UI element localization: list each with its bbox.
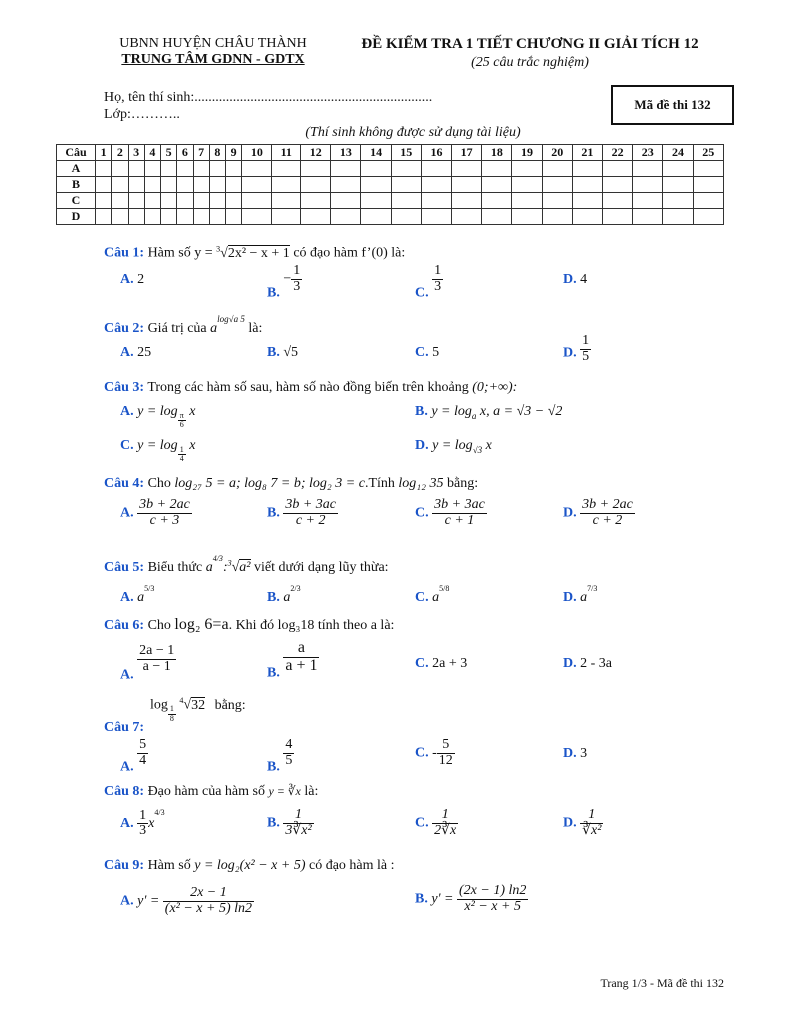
question-label: Câu 9: [104,858,145,873]
function-expr: y = log₂(x² − x + 5) [194,858,306,873]
grid-num: 22 [602,145,632,161]
grid-cell[interactable] [391,209,421,225]
grid-cell[interactable] [542,193,572,209]
exam-title: ĐỀ KIỂM TRA 1 TIẾT CHƯƠNG II GIẢI TÍCH 12 [361,36,699,52]
q3-option-a[interactable]: A. y = log $\frac{\pi}{6}$ x [120,404,196,429]
question-label: Câu 4: [104,476,145,491]
q8-option-d[interactable]: D. $\frac{1}{\text{∛x²}}$ [563,807,602,838]
q6-option-d[interactable]: D. 2 - 3a [563,656,613,671]
grid-cell[interactable] [272,177,301,193]
grid-cell[interactable] [209,161,225,177]
question-label: Câu 5: [104,560,145,575]
grid-cell[interactable] [482,209,512,225]
grid-cell[interactable] [663,209,693,225]
student-name-line: Họ, tên thí sinh:.................................................................... [104,90,433,105]
question-label: Câu 1: [104,245,145,261]
grid-num: 23 [633,145,663,161]
grid-cell[interactable] [452,177,482,193]
grid-cell[interactable] [633,177,663,193]
grid-cell[interactable] [242,177,272,193]
grid-row-label: A [57,161,96,177]
grid-num: 4 [144,145,160,161]
grid-cell[interactable] [242,209,272,225]
grid-cell[interactable] [128,209,144,225]
grid-cell[interactable] [96,209,112,225]
grid-cell[interactable] [633,161,663,177]
question-text: Cho [147,476,171,491]
grid-num: 12 [301,145,331,161]
q2-option-c[interactable]: C. 5 [415,345,440,360]
q4-option-b[interactable]: B. $\frac{3b + 3ac}{c + 2}$ [267,497,337,528]
given-expr: log₂₇ 5 = a; log₈ 7 = b; log₂ 3 = c [174,476,365,491]
grid-num: 25 [693,145,723,161]
question-text: Hàm số y = [147,245,213,261]
grid-cell[interactable] [452,161,482,177]
interval: (0;+∞): [472,380,518,395]
grid-row-b [57,177,724,193]
grid-row-a [57,161,724,177]
grid-cell[interactable] [693,193,723,209]
exam-note: (Thí sinh không được sử dụng tài liệu) [305,125,521,140]
grid-cell[interactable] [542,161,572,177]
grid-cell[interactable] [177,161,193,177]
grid-cell[interactable] [272,193,301,209]
grid-cell[interactable] [572,193,602,209]
grid-cell[interactable] [226,161,242,177]
q7-option-c[interactable]: C. - $\frac{5}{12}$ [415,737,453,768]
q5-option-d[interactable]: D. $a^{7/3}$ [563,584,598,605]
grid-cell[interactable] [161,177,177,193]
q3-option-c[interactable]: C. y = log $\frac{1}{4}$ x [120,438,196,463]
q5-option-a[interactable]: A. $a^{5/3}$ [120,584,155,605]
q4-option-a[interactable]: A. $\frac{3b + 2ac}{c + 3}$ [120,497,190,528]
exam-code-box: Mã đề thi 132 [611,85,734,125]
grid-cell[interactable] [391,161,421,177]
grid-cell[interactable] [161,161,177,177]
grid-cell[interactable] [421,209,451,225]
q6-option-b[interactable]: B. $\frac{a}{a + 1}$ [267,639,318,681]
grid-cell[interactable] [331,161,361,177]
grid-num: 24 [663,145,693,161]
q9-option-a[interactable]: A. y' = $\frac{2x - 1}{\text{(x² − x + 5) ln2}}$ [120,885,253,916]
question-6 [104,616,394,634]
org-line-2: TRUNG TÂM GDNN - GDTX [121,52,305,67]
grid-cell[interactable] [301,193,331,209]
grid-header-label: Câu [57,145,96,161]
question-text-2: có đạo hàm f’(0) là: [293,245,406,261]
question-1 [104,244,405,262]
question-text: Trong các hàm số sau, hàm số nào đồng biến trên khoảng [147,380,469,395]
grid-cell[interactable] [96,177,112,193]
grid-cell[interactable] [193,209,209,225]
grid-cell[interactable] [391,193,421,209]
q3-option-b[interactable]: B. $y = \log_a x$, a = √3 − √2 [415,404,563,421]
q2-option-a[interactable]: A. 25 [120,345,152,360]
grid-cell[interactable] [633,193,663,209]
q1-option-a[interactable]: A. 2 [120,272,145,287]
grid-cell[interactable] [226,209,242,225]
grid-cell[interactable] [177,209,193,225]
q8-option-b[interactable]: B. $\frac{1}{\text{3∛x²}}$ [267,807,312,838]
expr: $a^{4/3}:^3√a^2$ [205,554,251,575]
question-text: Đạo hàm của hàm số [147,784,265,799]
q5-option-c[interactable]: C. $a^{5/8}$ [415,584,450,605]
grid-cell[interactable] [128,177,144,193]
question-8 [104,784,318,800]
grid-num: 15 [391,145,421,161]
grid-num: 18 [482,145,512,161]
grid-cell[interactable] [602,177,632,193]
question-label: Câu 8: [104,784,145,799]
class-line: Lớp:……….. [104,107,180,122]
question-text-3: bằng: [447,476,479,491]
grid-cell[interactable] [112,209,128,225]
grid-cell[interactable] [512,177,542,193]
question-label: Câu 7: [104,720,145,735]
grid-cell[interactable] [177,177,193,193]
grid-cell[interactable] [331,193,361,209]
grid-cell[interactable] [226,193,242,209]
grid-num: 3 [128,145,144,161]
grid-num: 14 [361,145,391,161]
grid-cell[interactable] [452,209,482,225]
grid-num: 20 [542,145,572,161]
q6-option-a[interactable]: A. $\frac{2a - 1}{a - 1}$ [120,643,175,683]
grid-num: 10 [242,145,272,161]
question-5 [104,554,389,576]
q1-option-c[interactable]: C. $\frac{1}{3}$ [415,263,442,301]
grid-cell[interactable] [361,177,391,193]
question-label: Câu 6: [104,618,145,633]
q7-option-a[interactable]: A. $\frac{5}{4}$ [120,737,147,775]
grid-num: 21 [572,145,602,161]
question-7 [104,720,144,736]
q2-option-b[interactable]: B. √5 [267,345,299,360]
question-2 [104,314,262,337]
grid-row-label: C [57,193,96,209]
cube-root-expr: $^3$√2x² − x + 1 [216,244,290,261]
grid-cell[interactable] [482,177,512,193]
q3-option-d[interactable]: D. $y = \log_{√3} x$ [415,438,492,455]
grid-cell[interactable] [572,209,602,225]
q7-option-b[interactable]: B. $\frac{4}{5}$ [267,737,293,775]
grid-cell[interactable] [226,177,242,193]
grid-cell[interactable] [161,209,177,225]
grid-cell[interactable] [512,161,542,177]
function-expr: y = ∛x [268,784,301,798]
exam-subtitle: (25 câu trắc nghiệm) [471,55,589,70]
target-expr: log₁₂ 35 [398,476,444,491]
grid-cell[interactable] [242,161,272,177]
grid-num: 17 [452,145,482,161]
q8-option-a[interactable]: A. $\frac{1}{3}$ $x^{4/3}$ [120,807,165,839]
grid-num: 9 [226,145,242,161]
given-expr: log₂ 6=a [174,616,229,633]
grid-cell[interactable] [193,161,209,177]
grid-cell[interactable] [128,161,144,177]
grid-cell[interactable] [572,161,602,177]
grid-cell[interactable] [144,193,160,209]
grid-cell[interactable] [209,209,225,225]
grid-cell[interactable] [452,193,482,209]
grid-cell[interactable] [193,193,209,209]
grid-row-label: D [57,209,96,225]
grid-cell[interactable] [482,161,512,177]
grid-cell[interactable] [512,193,542,209]
grid-cell[interactable] [301,209,331,225]
grid-cell[interactable] [301,161,331,177]
q6-option-c[interactable]: C. 2a + 3 [415,656,468,671]
question-label: Câu 3: [104,380,145,395]
grid-cell[interactable] [542,177,572,193]
grid-num: 19 [512,145,542,161]
grid-row-d [57,209,724,225]
grid-cell[interactable] [242,193,272,209]
question-text-2: là: [304,784,319,799]
grid-cell[interactable] [331,177,361,193]
question-text: Biểu thức [147,560,203,575]
question-text: Cho [147,618,171,633]
question-text: Giá trị của [147,321,207,336]
grid-cell[interactable] [209,193,225,209]
question-label: Câu 2: [104,321,145,336]
grid-cell[interactable] [112,161,128,177]
grid-cell[interactable] [602,209,632,225]
grid-header-row [57,145,724,161]
grid-cell[interactable] [693,177,723,193]
grid-cell[interactable] [633,209,663,225]
question-9 [104,858,395,874]
grid-cell[interactable] [421,161,451,177]
q8-option-c[interactable]: C. $\frac{1}{2∛x}$ [415,807,457,838]
grid-num: 8 [209,145,225,161]
grid-cell[interactable] [693,161,723,177]
q9-option-b[interactable]: B. y' = $\frac{(2x - 1) \ln 2}{\text{x² − x + 5}}$ [415,883,527,914]
q1-option-b[interactable]: B. − $\frac{1}{3}$ [267,263,301,301]
grid-cell[interactable] [144,161,160,177]
q2-option-d[interactable]: D. $\frac{1}{5}$ [563,333,590,364]
q4-option-d[interactable]: D. $\frac{3b + 2ac}{c + 2}$ [563,497,633,528]
grid-cell[interactable] [482,193,512,209]
grid-cell[interactable] [112,193,128,209]
grid-cell[interactable] [112,177,128,193]
grid-num: 5 [161,145,177,161]
question-text-2: là: [248,321,263,336]
grid-cell[interactable] [693,209,723,225]
grid-cell[interactable] [144,209,160,225]
grid-row-c [57,193,724,209]
question-7-expr: log $\frac{1}{8}$ $^4$√32 bằng: [150,696,246,723]
grid-cell[interactable] [331,209,361,225]
grid-num: 13 [331,145,361,161]
grid-cell[interactable] [209,177,225,193]
grid-num: 16 [421,145,451,161]
grid-cell[interactable] [361,161,391,177]
question-text: Hàm số [147,858,191,873]
grid-cell[interactable] [421,193,451,209]
grid-cell[interactable] [663,161,693,177]
grid-cell[interactable] [272,209,301,225]
grid-cell[interactable] [361,193,391,209]
question-text-2: .Tính [364,476,395,491]
grid-num: 7 [193,145,209,161]
q4-option-c[interactable]: C. $\frac{3b + 3ac}{c + 1}$ [415,497,485,528]
q1-option-d[interactable]: D. 4 [563,272,588,287]
grid-num: 2 [112,145,128,161]
grid-cell[interactable] [128,193,144,209]
q5-option-b[interactable]: B. $a^{2/3}$ [267,584,301,605]
question-text-2: có đạo hàm là : [309,858,395,873]
page-footer: Trang 1/3 - Mã đề thi 132 [600,976,724,990]
grid-cell[interactable] [602,193,632,209]
grid-cell[interactable] [144,177,160,193]
grid-cell[interactable] [421,177,451,193]
answer-grid [56,144,724,225]
q7-option-d[interactable]: D. 3 [563,746,588,761]
grid-cell[interactable] [301,177,331,193]
grid-cell[interactable] [663,177,693,193]
org-line-1: UBNN HUYỆN CHÂU THÀNH [119,36,307,51]
grid-cell[interactable] [542,209,572,225]
grid-cell[interactable] [602,161,632,177]
grid-num: 1 [96,145,112,161]
grid-cell[interactable] [161,193,177,209]
grid-cell[interactable] [572,177,602,193]
grid-cell[interactable] [193,177,209,193]
grid-cell[interactable] [361,209,391,225]
power-expr: $a^{log√a 5}$ [210,314,245,336]
question-3 [104,380,517,396]
question-text-2: viết dưới dạng lũy thừa: [254,560,389,575]
question-4 [104,476,478,492]
grid-cell[interactable] [663,193,693,209]
grid-cell[interactable] [177,193,193,209]
grid-cell[interactable] [391,177,421,193]
grid-num: 6 [177,145,193,161]
grid-cell[interactable] [96,161,112,177]
grid-row-label: B [57,177,96,193]
grid-cell[interactable] [96,193,112,209]
grid-num: 11 [272,145,301,161]
question-text-2: . Khi đó log₃18 tính theo a là: [228,618,395,633]
grid-cell[interactable] [512,209,542,225]
grid-cell[interactable] [272,161,301,177]
